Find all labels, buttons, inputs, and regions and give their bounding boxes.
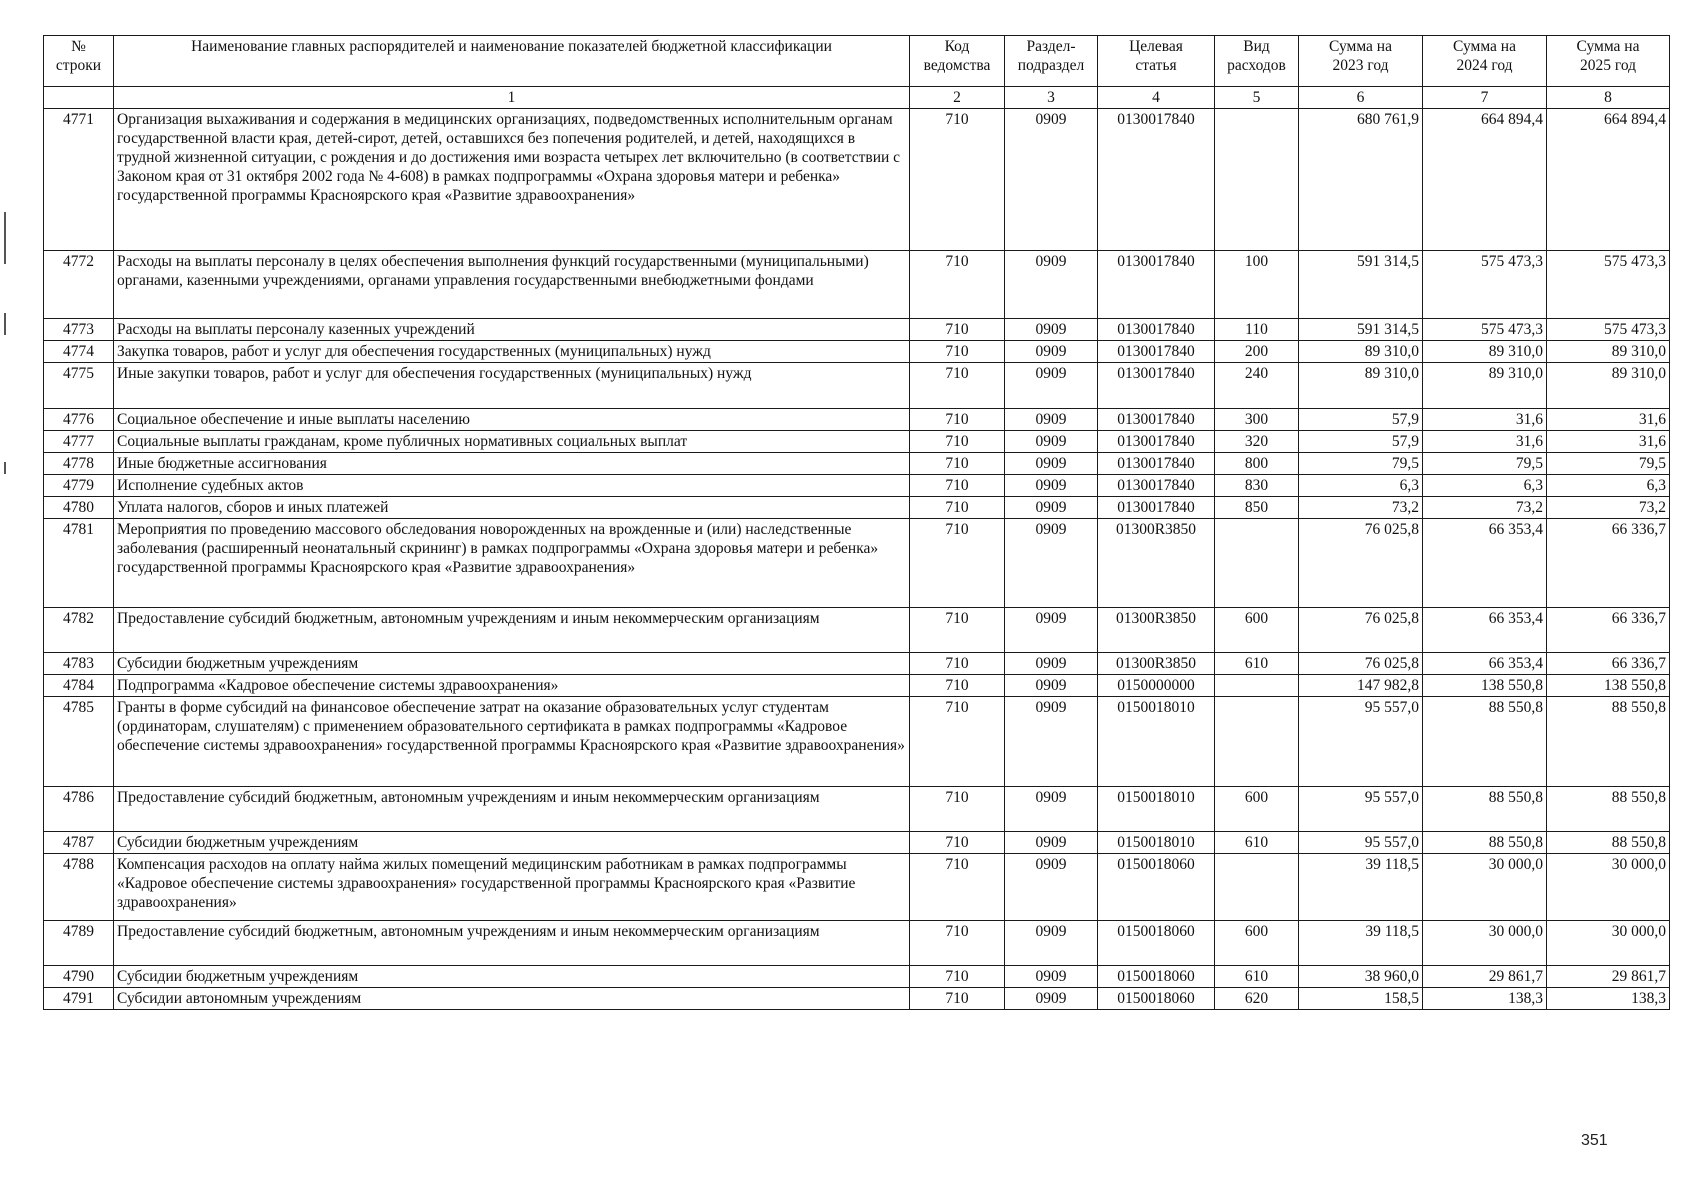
- sum-2025: 31,6: [1547, 431, 1670, 453]
- department-code: 710: [910, 988, 1005, 1010]
- sum-2024: 66 353,4: [1423, 653, 1547, 675]
- row-number: 4777: [44, 431, 114, 453]
- header-numbering-blank: [44, 87, 114, 109]
- department-code: 710: [910, 341, 1005, 363]
- section-code: 0909: [1005, 319, 1098, 341]
- row-number: 4788: [44, 854, 114, 921]
- expense-kind: 610: [1215, 653, 1299, 675]
- expense-kind: 110: [1215, 319, 1299, 341]
- target-article: 0130017840: [1098, 319, 1215, 341]
- target-article: 0130017840: [1098, 109, 1215, 251]
- department-code: 710: [910, 608, 1005, 653]
- row-name: Субсидии автономным учреждениям: [114, 988, 910, 1010]
- department-code: 710: [910, 497, 1005, 519]
- row-number: 4773: [44, 319, 114, 341]
- department-code: 710: [910, 409, 1005, 431]
- target-article: 0150000000: [1098, 675, 1215, 697]
- sum-2025: 66 336,7: [1547, 608, 1670, 653]
- header-numbering-6: 6: [1299, 87, 1423, 109]
- scan-margin-mark: [4, 462, 6, 474]
- table-row: [44, 109, 1670, 251]
- row-number: 4775: [44, 363, 114, 409]
- target-article: 0150018060: [1098, 854, 1215, 921]
- header-target-article: Целевая статья: [1098, 36, 1215, 87]
- table-row: [44, 988, 1670, 1010]
- sum-2024: 89 310,0: [1423, 363, 1547, 409]
- table-row: [44, 363, 1670, 409]
- header-section: Раздел-подраздел: [1005, 36, 1098, 87]
- sum-2025: 6,3: [1547, 475, 1670, 497]
- row-number: 4789: [44, 921, 114, 966]
- department-code: 710: [910, 921, 1005, 966]
- target-article: 0150018060: [1098, 988, 1215, 1010]
- section-code: 0909: [1005, 431, 1098, 453]
- sum-2025: 79,5: [1547, 453, 1670, 475]
- sum-2023: 79,5: [1299, 453, 1423, 475]
- sum-2024: 6,3: [1423, 475, 1547, 497]
- table-row: [44, 341, 1670, 363]
- table-row: [44, 453, 1670, 475]
- sum-2024: 30 000,0: [1423, 921, 1547, 966]
- table-row: [44, 921, 1670, 966]
- row-name: Закупка товаров, работ и услуг для обеспечения государственных (муниципальных) нужд: [114, 341, 910, 363]
- header-department-code: Код ведомства: [910, 36, 1005, 87]
- department-code: 710: [910, 675, 1005, 697]
- row-number: 4781: [44, 519, 114, 608]
- sum-2023: 76 025,8: [1299, 608, 1423, 653]
- section-code: 0909: [1005, 832, 1098, 854]
- table-row: [44, 787, 1670, 832]
- sum-2024: 575 473,3: [1423, 319, 1547, 341]
- header-sum-2023: Сумма на 2023 год: [1299, 36, 1423, 87]
- header-numbering-7: 7: [1423, 87, 1547, 109]
- sum-2023: 57,9: [1299, 431, 1423, 453]
- row-name: Субсидии бюджетным учреждениям: [114, 832, 910, 854]
- row-name: Субсидии бюджетным учреждениям: [114, 653, 910, 675]
- row-number: 4785: [44, 697, 114, 787]
- sum-2024: 664 894,4: [1423, 109, 1547, 251]
- row-name: Иные бюджетные ассигнования: [114, 453, 910, 475]
- sum-2023: 147 982,8: [1299, 675, 1423, 697]
- row-number: 4772: [44, 251, 114, 319]
- expense-kind: 300: [1215, 409, 1299, 431]
- row-number: 4784: [44, 675, 114, 697]
- target-article: 01300R3850: [1098, 653, 1215, 675]
- row-number: 4780: [44, 497, 114, 519]
- row-number: 4776: [44, 409, 114, 431]
- expense-kind: 100: [1215, 251, 1299, 319]
- section-code: 0909: [1005, 787, 1098, 832]
- sum-2024: 575 473,3: [1423, 251, 1547, 319]
- expense-kind: 800: [1215, 453, 1299, 475]
- sum-2025: 138 550,8: [1547, 675, 1670, 697]
- table-row: [44, 832, 1670, 854]
- section-code: 0909: [1005, 697, 1098, 787]
- row-name: Компенсация расходов на оплату найма жилых помещений медицинским работникам в рамках подпрограммы «Кадровое обеспечение системы здравоохранения» государственной программы Красноярского края «Развитие здравоохранения»: [114, 854, 910, 921]
- expense-kind: 610: [1215, 832, 1299, 854]
- target-article: 0150018010: [1098, 787, 1215, 832]
- sum-2025: 73,2: [1547, 497, 1670, 519]
- row-number: 4787: [44, 832, 114, 854]
- section-code: 0909: [1005, 675, 1098, 697]
- sum-2024: 79,5: [1423, 453, 1547, 475]
- table-header: [44, 36, 1670, 109]
- expense-kind: 320: [1215, 431, 1299, 453]
- expense-kind: [1215, 697, 1299, 787]
- row-name: Расходы на выплаты персоналу в целях обеспечения выполнения функций государственными (муниципальными) органами, казенными учреждениями, органами управления государственными внебюджетными фондами: [114, 251, 910, 319]
- department-code: 710: [910, 697, 1005, 787]
- table-row: [44, 697, 1670, 787]
- table-row: [44, 608, 1670, 653]
- row-name: Предоставление субсидий бюджетным, автономным учреждениям и иным некоммерческим организациям: [114, 787, 910, 832]
- row-name: Уплата налогов, сборов и иных платежей: [114, 497, 910, 519]
- section-code: 0909: [1005, 453, 1098, 475]
- section-code: 0909: [1005, 341, 1098, 363]
- expense-kind: [1215, 109, 1299, 251]
- department-code: 710: [910, 453, 1005, 475]
- target-article: 0150018060: [1098, 921, 1215, 966]
- department-code: 710: [910, 251, 1005, 319]
- sum-2023: 76 025,8: [1299, 519, 1423, 608]
- row-number: 4783: [44, 653, 114, 675]
- target-article: 0130017840: [1098, 341, 1215, 363]
- header-numbering-3: 3: [1005, 87, 1098, 109]
- sum-2023: 591 314,5: [1299, 319, 1423, 341]
- expense-kind: 600: [1215, 608, 1299, 653]
- table-row: [44, 431, 1670, 453]
- section-code: 0909: [1005, 251, 1098, 319]
- target-article: 0150018010: [1098, 832, 1215, 854]
- department-code: 710: [910, 319, 1005, 341]
- target-article: 0130017840: [1098, 453, 1215, 475]
- row-name: Гранты в форме субсидий на финансовое обеспечение затрат на оказание образовательных услуг студентам (ординаторам, слушателям) с применением образовательного сертификата в рамках подпрограммы «Кадровое обеспечение системы здравоохранения» государственной программы Красноярского края «Развитие здравоохранения»: [114, 697, 910, 787]
- row-name: Предоставление субсидий бюджетным, автономным учреждениям и иным некоммерческим организациям: [114, 608, 910, 653]
- header-numbering-1: 1: [114, 87, 910, 109]
- table-row: [44, 497, 1670, 519]
- row-name: Подпрограмма «Кадровое обеспечение системы здравоохранения»: [114, 675, 910, 697]
- sum-2024: 138 550,8: [1423, 675, 1547, 697]
- sum-2025: 66 336,7: [1547, 653, 1670, 675]
- target-article: 01300R3850: [1098, 519, 1215, 608]
- sum-2025: 30 000,0: [1547, 854, 1670, 921]
- sum-2025: 88 550,8: [1547, 787, 1670, 832]
- row-number: 4791: [44, 988, 114, 1010]
- department-code: 710: [910, 431, 1005, 453]
- sum-2025: 664 894,4: [1547, 109, 1670, 251]
- expense-kind: [1215, 519, 1299, 608]
- section-code: 0909: [1005, 854, 1098, 921]
- sum-2025: 29 861,7: [1547, 966, 1670, 988]
- sum-2024: 30 000,0: [1423, 854, 1547, 921]
- scan-margin-mark: [4, 313, 6, 335]
- expense-kind: 600: [1215, 787, 1299, 832]
- budget-table: [43, 35, 1670, 1010]
- table-row: [44, 854, 1670, 921]
- target-article: 0150018010: [1098, 697, 1215, 787]
- sum-2024: 31,6: [1423, 409, 1547, 431]
- sum-2024: 89 310,0: [1423, 341, 1547, 363]
- row-number: 4786: [44, 787, 114, 832]
- header-numbering-4: 4: [1098, 87, 1215, 109]
- section-code: 0909: [1005, 497, 1098, 519]
- section-code: 0909: [1005, 409, 1098, 431]
- sum-2025: 575 473,3: [1547, 319, 1670, 341]
- row-name: Предоставление субсидий бюджетным, автономным учреждениям и иным некоммерческим организациям: [114, 921, 910, 966]
- sum-2023: 38 960,0: [1299, 966, 1423, 988]
- row-name: Мероприятия по проведению массового обследования новорожденных на врожденные и (или) наследственные заболевания (расширенный неонатальный скрининг) в рамках подпрограммы «Охрана здоровья матери и ребенка» государственной программы Красноярского края «Развитие здравоохранения»: [114, 519, 910, 608]
- target-article: 0130017840: [1098, 363, 1215, 409]
- department-code: 710: [910, 854, 1005, 921]
- sum-2024: 138,3: [1423, 988, 1547, 1010]
- target-article: 0130017840: [1098, 497, 1215, 519]
- sum-2025: 89 310,0: [1547, 363, 1670, 409]
- section-code: 0909: [1005, 966, 1098, 988]
- expense-kind: 600: [1215, 921, 1299, 966]
- header-row-number: № строки: [44, 36, 114, 87]
- sum-2023: 89 310,0: [1299, 341, 1423, 363]
- row-name: Субсидии бюджетным учреждениям: [114, 966, 910, 988]
- header-sum-2024: Сумма на 2024 год: [1423, 36, 1547, 87]
- sum-2023: 76 025,8: [1299, 653, 1423, 675]
- row-number: 4790: [44, 966, 114, 988]
- department-code: 710: [910, 787, 1005, 832]
- sum-2024: 73,2: [1423, 497, 1547, 519]
- sum-2023: 95 557,0: [1299, 697, 1423, 787]
- sum-2025: 31,6: [1547, 409, 1670, 431]
- sum-2025: 88 550,8: [1547, 832, 1670, 854]
- row-name: Социальное обеспечение и иные выплаты населению: [114, 409, 910, 431]
- row-number: 4774: [44, 341, 114, 363]
- target-article: 0130017840: [1098, 431, 1215, 453]
- expense-kind: 830: [1215, 475, 1299, 497]
- table-row: [44, 251, 1670, 319]
- section-code: 0909: [1005, 109, 1098, 251]
- row-number: 4771: [44, 109, 114, 251]
- header-numbering-5: 5: [1215, 87, 1299, 109]
- row-name: Расходы на выплаты персоналу казенных учреждений: [114, 319, 910, 341]
- expense-kind: 240: [1215, 363, 1299, 409]
- expense-kind: 620: [1215, 988, 1299, 1010]
- header-numbering-8: 8: [1547, 87, 1670, 109]
- target-article: 0130017840: [1098, 409, 1215, 431]
- expense-kind: 610: [1215, 966, 1299, 988]
- scan-margin-mark: [4, 212, 6, 264]
- row-name: Иные закупки товаров, работ и услуг для обеспечения государственных (муниципальных) нужд: [114, 363, 910, 409]
- row-number: 4782: [44, 608, 114, 653]
- table-row: [44, 675, 1670, 697]
- sum-2023: 73,2: [1299, 497, 1423, 519]
- sum-2024: 66 353,4: [1423, 608, 1547, 653]
- sum-2025: 30 000,0: [1547, 921, 1670, 966]
- sum-2024: 88 550,8: [1423, 697, 1547, 787]
- target-article: 0130017840: [1098, 475, 1215, 497]
- sum-2025: 575 473,3: [1547, 251, 1670, 319]
- sum-2025: 138,3: [1547, 988, 1670, 1010]
- table-row: [44, 966, 1670, 988]
- row-name: Социальные выплаты гражданам, кроме публичных нормативных социальных выплат: [114, 431, 910, 453]
- header-numbering-2: 2: [910, 87, 1005, 109]
- sum-2024: 31,6: [1423, 431, 1547, 453]
- table-row: [44, 519, 1670, 608]
- section-code: 0909: [1005, 608, 1098, 653]
- department-code: 710: [910, 519, 1005, 608]
- department-code: 710: [910, 653, 1005, 675]
- target-article: 0150018060: [1098, 966, 1215, 988]
- row-number: 4778: [44, 453, 114, 475]
- section-code: 0909: [1005, 921, 1098, 966]
- sum-2023: 39 118,5: [1299, 854, 1423, 921]
- expense-kind: [1215, 854, 1299, 921]
- section-code: 0909: [1005, 653, 1098, 675]
- expense-kind: [1215, 675, 1299, 697]
- table-body: [44, 109, 1670, 1010]
- table-row: [44, 319, 1670, 341]
- sum-2024: 88 550,8: [1423, 787, 1547, 832]
- sum-2023: 89 310,0: [1299, 363, 1423, 409]
- row-number: 4779: [44, 475, 114, 497]
- target-article: 0130017840: [1098, 251, 1215, 319]
- department-code: 710: [910, 966, 1005, 988]
- department-code: 710: [910, 832, 1005, 854]
- header-name: Наименование главных распорядителей и наименование показателей бюджетной классификации: [114, 36, 910, 87]
- section-code: 0909: [1005, 988, 1098, 1010]
- sum-2023: 680 761,9: [1299, 109, 1423, 251]
- sum-2024: 29 861,7: [1423, 966, 1547, 988]
- header-expense-kind: Вид расходов: [1215, 36, 1299, 87]
- row-name: Организация выхаживания и содержания в медицинских организациях, подведомственных исполнительным органам государственной власти края, детей-сирот, детей, оставшихся без попечения родителей, и детей, находящихся в трудной жизненной ситуации, с рождения и до достижения ими возраста четырех лет включительно (в соответствии с Законом края от 31 октября 2002 года № 4-608) в рамках подпрограммы «Охрана здоровья матери и ребенка» государственной программы Красноярского края «Развитие здравоохранения»: [114, 109, 910, 251]
- sum-2025: 66 336,7: [1547, 519, 1670, 608]
- sum-2024: 88 550,8: [1423, 832, 1547, 854]
- section-code: 0909: [1005, 363, 1098, 409]
- section-code: 0909: [1005, 519, 1098, 608]
- target-article: 01300R3850: [1098, 608, 1215, 653]
- sum-2025: 88 550,8: [1547, 697, 1670, 787]
- expense-kind: 850: [1215, 497, 1299, 519]
- sum-2025: 89 310,0: [1547, 341, 1670, 363]
- department-code: 710: [910, 109, 1005, 251]
- sum-2023: 39 118,5: [1299, 921, 1423, 966]
- table-row: [44, 409, 1670, 431]
- sum-2023: 95 557,0: [1299, 832, 1423, 854]
- section-code: 0909: [1005, 475, 1098, 497]
- header-sum-2025: Сумма на 2025 год: [1547, 36, 1670, 87]
- department-code: 710: [910, 475, 1005, 497]
- expense-kind: 200: [1215, 341, 1299, 363]
- row-name: Исполнение судебных актов: [114, 475, 910, 497]
- page-number: 351: [1581, 1132, 1608, 1149]
- sum-2023: 6,3: [1299, 475, 1423, 497]
- sum-2023: 95 557,0: [1299, 787, 1423, 832]
- sum-2024: 66 353,4: [1423, 519, 1547, 608]
- sum-2023: 57,9: [1299, 409, 1423, 431]
- sum-2023: 158,5: [1299, 988, 1423, 1010]
- department-code: 710: [910, 363, 1005, 409]
- table-row: [44, 653, 1670, 675]
- table-row: [44, 475, 1670, 497]
- sum-2023: 591 314,5: [1299, 251, 1423, 319]
